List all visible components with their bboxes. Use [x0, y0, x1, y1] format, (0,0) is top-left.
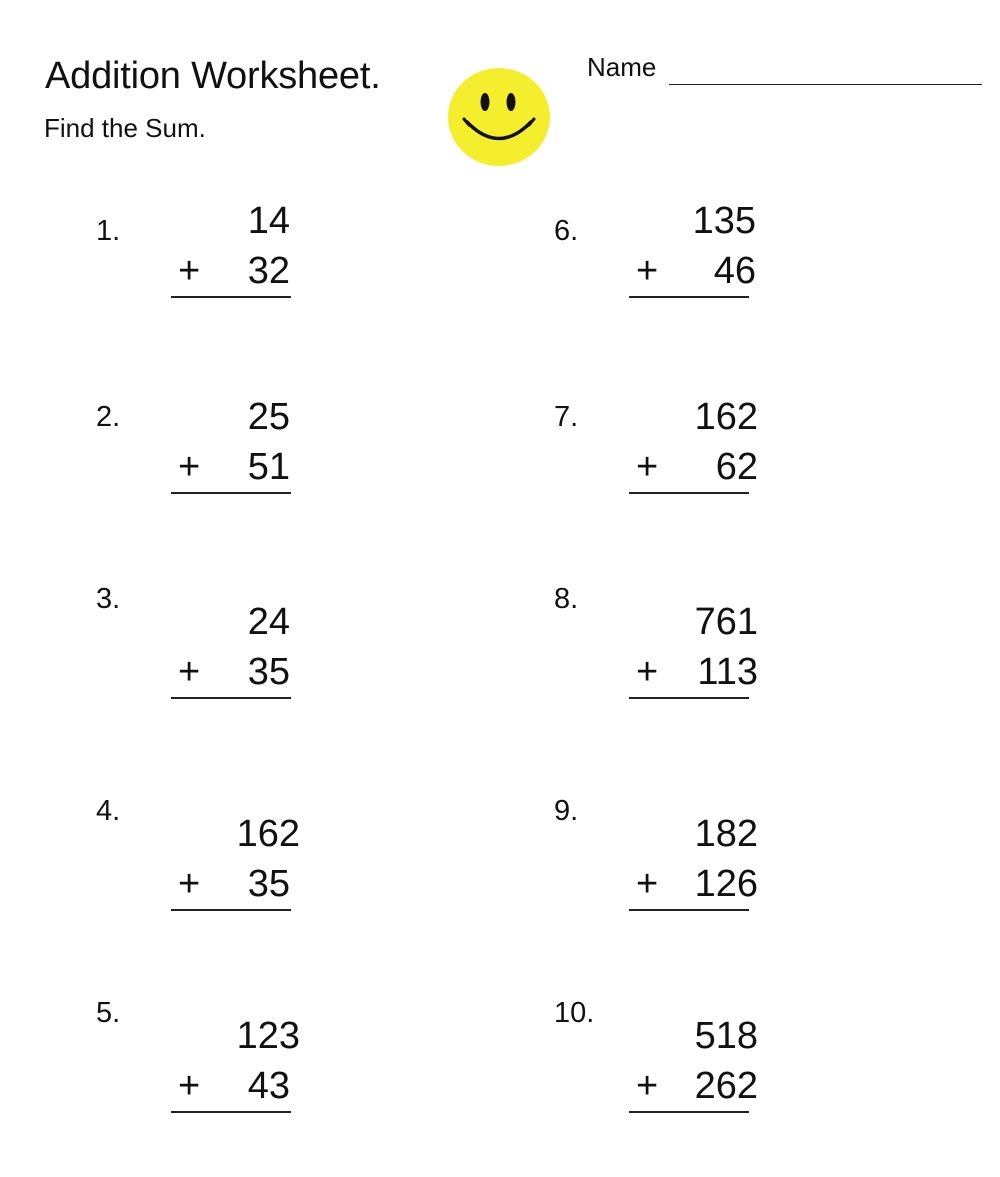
plus-sign: + — [636, 1065, 659, 1107]
bottom-addend: 62 — [715, 446, 758, 488]
problem-7 — [554, 395, 854, 515]
smiley-right-eye — [507, 93, 516, 111]
smiley-left-eye — [481, 93, 490, 111]
smiley-face-icon — [447, 67, 551, 167]
plus-sign: + — [636, 446, 659, 488]
answer-line[interactable] — [171, 296, 291, 298]
top-addend: 182 — [694, 813, 758, 855]
problem-number: 5. — [96, 997, 121, 1029]
answer-line[interactable] — [629, 697, 749, 699]
answer-line[interactable] — [629, 1111, 749, 1113]
worksheet-instructions: Find the Sum. — [44, 113, 206, 143]
answer-line[interactable] — [629, 909, 749, 911]
name-label: Name — [587, 52, 657, 82]
top-addend: 761 — [694, 601, 758, 643]
plus-sign: + — [178, 863, 201, 905]
top-addend: 162 — [236, 813, 300, 855]
bottom-addend: 126 — [694, 863, 758, 905]
problem-6 — [554, 199, 854, 319]
top-addend: 25 — [247, 396, 290, 438]
smiley-face — [448, 68, 550, 166]
bottom-addend: 46 — [713, 250, 756, 292]
problem-number: 10. — [554, 997, 595, 1029]
bottom-addend: 35 — [247, 863, 290, 905]
answer-line[interactable] — [171, 492, 291, 494]
bottom-addend: 43 — [247, 1065, 290, 1107]
answer-line[interactable] — [171, 909, 291, 911]
problem-8 — [554, 583, 854, 720]
top-addend: 135 — [692, 200, 756, 242]
plus-sign: + — [178, 651, 201, 693]
plus-sign: + — [178, 250, 201, 292]
bottom-addend: 32 — [247, 250, 290, 292]
problem-number: 6. — [554, 215, 579, 247]
problem-1 — [96, 199, 396, 319]
bottom-addend: 51 — [247, 446, 290, 488]
problem-4 — [96, 795, 396, 932]
bottom-addend: 113 — [697, 651, 758, 693]
problem-number: 9. — [554, 795, 579, 827]
plus-sign: + — [636, 651, 659, 693]
problem-number: 3. — [96, 583, 121, 615]
bottom-addend: 35 — [247, 651, 290, 693]
plus-sign: + — [178, 1065, 201, 1107]
problem-number: 1. — [96, 215, 121, 247]
top-addend: 518 — [694, 1015, 758, 1057]
problem-2 — [96, 395, 396, 515]
problem-number: 8. — [554, 583, 579, 615]
problem-10 — [554, 997, 854, 1134]
top-addend: 14 — [247, 200, 290, 242]
problem-number: 2. — [96, 401, 121, 433]
problem-9 — [554, 795, 854, 932]
answer-line[interactable] — [629, 492, 749, 494]
problem-3 — [96, 583, 396, 720]
answer-line[interactable] — [171, 697, 291, 699]
top-addend: 123 — [236, 1015, 300, 1057]
top-addend: 24 — [247, 601, 290, 643]
top-addend: 162 — [694, 396, 758, 438]
plus-sign: + — [178, 446, 201, 488]
worksheet-title: Addition Worksheet. — [45, 55, 381, 97]
plus-sign: + — [636, 863, 659, 905]
problem-number: 4. — [96, 795, 121, 827]
name-field[interactable] — [669, 84, 982, 85]
plus-sign: + — [636, 250, 659, 292]
bottom-addend: 262 — [694, 1065, 758, 1107]
problem-5 — [96, 997, 396, 1134]
answer-line[interactable] — [171, 1111, 291, 1113]
problem-number: 7. — [554, 401, 579, 433]
answer-line[interactable] — [629, 296, 749, 298]
